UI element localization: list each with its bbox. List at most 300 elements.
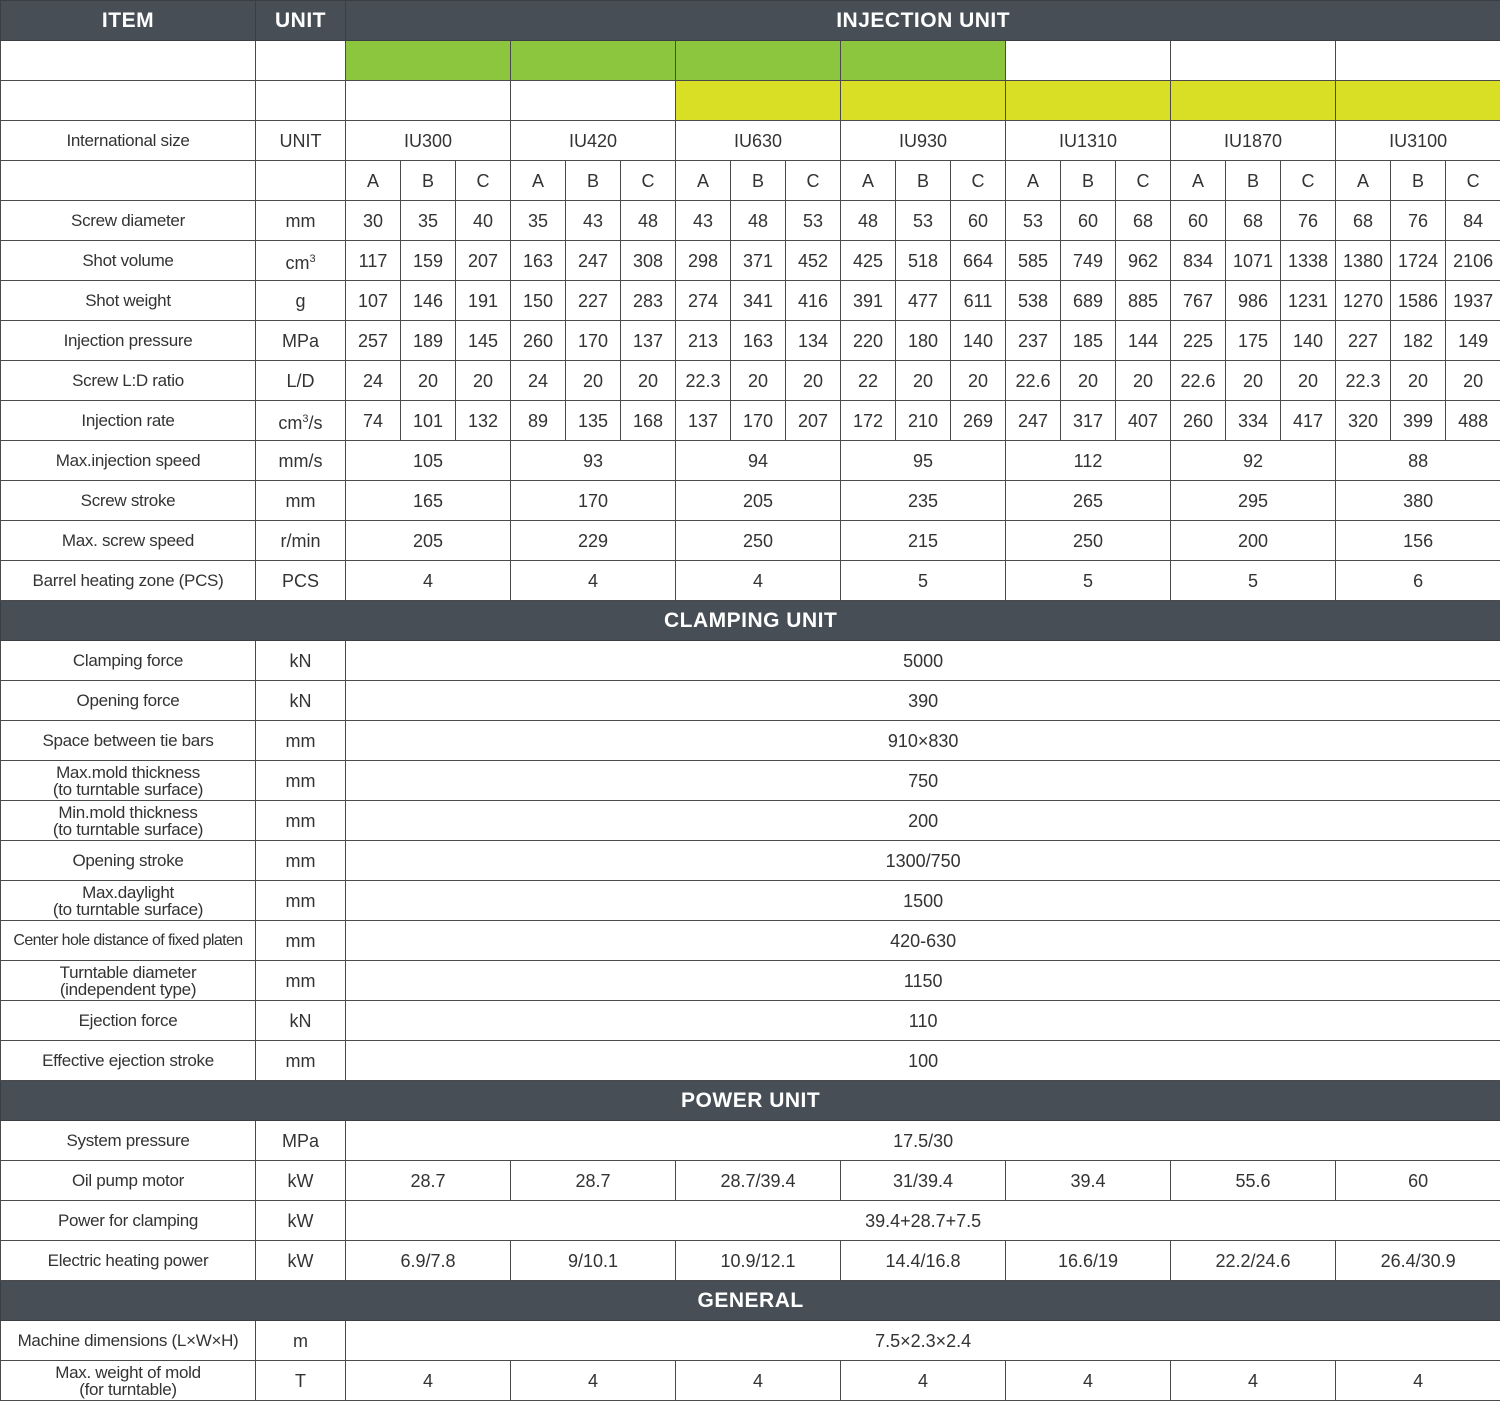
value-cell: 17.5/30 xyxy=(346,1121,1500,1161)
value-cell: 132 xyxy=(456,401,511,441)
value-cell: 159 xyxy=(401,241,456,281)
variant-label: B xyxy=(896,161,951,201)
value-cell: 48 xyxy=(731,201,786,241)
value-cell: 24 xyxy=(346,361,401,401)
value-cell: 22.2/24.6 xyxy=(1171,1241,1336,1281)
variant-label: B xyxy=(1226,161,1281,201)
item-header: ITEM xyxy=(1,1,256,41)
unit-cell xyxy=(256,1161,346,1201)
item-label-note: (to turntable surface) xyxy=(52,819,204,839)
value-cell: 35 xyxy=(511,201,566,241)
item-label xyxy=(1,481,256,521)
value-cell: 4 xyxy=(346,1361,511,1401)
value-cell: 101 xyxy=(401,401,456,441)
ld-ratio-row xyxy=(1,361,1500,401)
value-cell: 260 xyxy=(511,321,566,361)
item-label xyxy=(1,641,256,681)
value-cell: 48 xyxy=(621,201,676,241)
value-cell: 168 xyxy=(621,401,676,441)
item-label xyxy=(1,881,256,921)
value-cell: 334 xyxy=(1226,401,1281,441)
value-cell: 749 xyxy=(1061,241,1116,281)
max-injection-speed-row xyxy=(1,441,1500,481)
value-cell: 417 xyxy=(1281,401,1336,441)
value-cell: 205 xyxy=(676,481,841,521)
model-name: IU630 xyxy=(676,121,841,161)
value-cell: 210 xyxy=(896,401,951,441)
item-label xyxy=(1,921,256,961)
value-cell: 477 xyxy=(896,281,951,321)
value-cell: 538 xyxy=(1006,281,1061,321)
item-label xyxy=(1,561,256,601)
item-label xyxy=(1,961,256,1001)
unit-text: g xyxy=(295,290,306,311)
item-label-text: Max. weight of mold xyxy=(55,1362,201,1382)
value-cell: 4 xyxy=(511,1361,676,1401)
unit-cell xyxy=(256,441,346,481)
value-cell: 74 xyxy=(346,401,401,441)
value-cell: 341 xyxy=(731,281,786,321)
unit-cell xyxy=(256,521,346,561)
power-for-clamping-row xyxy=(1,1201,1500,1241)
value-cell: 20 xyxy=(1226,361,1281,401)
value-cell: 425 xyxy=(841,241,896,281)
item-label-text: Injection rate xyxy=(81,410,175,430)
unit-cell xyxy=(256,881,346,921)
value-cell: 207 xyxy=(786,401,841,441)
value-cell: 182 xyxy=(1391,321,1446,361)
spec-body xyxy=(1,1,1500,1401)
unit-cell xyxy=(256,841,346,881)
value-cell: 16.6/19 xyxy=(1006,1241,1171,1281)
variant-label: A xyxy=(1171,161,1226,201)
item-label-note: (independent type) xyxy=(59,979,197,999)
variant-row xyxy=(1,161,1500,201)
value-cell: 55.6 xyxy=(1171,1161,1336,1201)
item-label-text: Ejection force xyxy=(78,1010,178,1030)
item-label-text: Shot volume xyxy=(82,250,174,270)
unit-text: T xyxy=(295,1370,306,1391)
value-cell: 60 xyxy=(1061,201,1116,241)
unit-text: L/D xyxy=(286,370,315,391)
value-cell: 518 xyxy=(896,241,951,281)
unit-cell xyxy=(256,1201,346,1241)
value-cell: 229 xyxy=(511,521,676,561)
value-cell: 20 xyxy=(566,361,621,401)
unit-cell xyxy=(256,201,346,241)
value-cell: 260 xyxy=(1171,401,1226,441)
value-cell: 4 xyxy=(1336,1361,1500,1401)
unit-cell xyxy=(256,921,346,961)
value-cell: 257 xyxy=(346,321,401,361)
value-cell: 227 xyxy=(566,281,621,321)
item-label-text: Turntable diameter xyxy=(59,962,197,982)
variant-label: B xyxy=(1061,161,1116,201)
value-cell: 76 xyxy=(1281,201,1336,241)
value-cell: 2106 xyxy=(1446,241,1500,281)
value-cell: 165 xyxy=(346,481,511,521)
value-cell: 283 xyxy=(621,281,676,321)
item-label-text: Screw diameter xyxy=(71,210,185,230)
value-cell: 5 xyxy=(1171,561,1336,601)
model-name: IU420 xyxy=(511,121,676,161)
clamping-row xyxy=(1,921,1500,961)
unit-cell xyxy=(256,961,346,1001)
value-cell: 207 xyxy=(456,241,511,281)
unit-cell xyxy=(256,801,346,841)
value-cell: 834 xyxy=(1171,241,1226,281)
power-unit-header-title: POWER UNIT xyxy=(1,1081,1500,1121)
value-cell: 20 xyxy=(401,361,456,401)
value-cell: 247 xyxy=(1006,401,1061,441)
item-label: International size xyxy=(1,121,256,161)
value-cell: 156 xyxy=(1336,521,1500,561)
value-cell: 4 xyxy=(1171,1361,1336,1401)
clamping-row xyxy=(1,761,1500,801)
value-cell: 10.9/12.1 xyxy=(676,1241,841,1281)
value-cell: 274 xyxy=(676,281,731,321)
value-cell: 250 xyxy=(676,521,841,561)
item-label xyxy=(1,521,256,561)
value-cell: 68 xyxy=(1116,201,1171,241)
item-label-text: Clamping force xyxy=(72,650,184,670)
clamping-row xyxy=(1,841,1500,881)
unit-text: mm xyxy=(285,210,316,231)
value-cell: 95 xyxy=(841,441,1006,481)
value-cell: 1380 xyxy=(1336,241,1391,281)
unit-cell xyxy=(256,401,346,441)
item-label xyxy=(1,441,256,481)
value-cell: 92 xyxy=(1171,441,1336,481)
clamping-row xyxy=(1,681,1500,721)
value-cell: 39.4 xyxy=(1006,1161,1171,1201)
clamping-row xyxy=(1,961,1500,1001)
value-cell: 149 xyxy=(1446,321,1500,361)
general-header-title: GENERAL xyxy=(1,1281,1500,1321)
unit-cell xyxy=(256,1241,346,1281)
value-cell: 20 xyxy=(456,361,511,401)
value-cell: 962 xyxy=(1116,241,1171,281)
unit-text: kW xyxy=(287,1170,314,1191)
value-cell: 137 xyxy=(621,321,676,361)
item-label-text: Max.daylight xyxy=(82,882,174,902)
item-label-text: Injection pressure xyxy=(63,330,193,350)
value-cell: 215 xyxy=(841,521,1006,561)
value-cell: 265 xyxy=(1006,481,1171,521)
unit-text: mm xyxy=(285,850,316,871)
value-cell: 4 xyxy=(511,561,676,601)
color-band-row-2 xyxy=(1,81,1500,121)
unit-text: kN xyxy=(289,650,312,671)
value-cell: 35 xyxy=(401,201,456,241)
power-unit-header xyxy=(1,1081,1500,1121)
value-cell: 20 xyxy=(896,361,951,401)
value-cell: 117 xyxy=(346,241,401,281)
lime-band xyxy=(1171,81,1336,121)
value-cell: 910×830 xyxy=(346,721,1500,761)
value-cell: 4 xyxy=(841,1361,1006,1401)
value-cell: 320 xyxy=(1336,401,1391,441)
unit-suffix: /s xyxy=(308,412,323,433)
header-row xyxy=(1,1,1500,41)
value-cell: 7.5×2.3×2.4 xyxy=(346,1321,1500,1361)
screw-diameter-row xyxy=(1,201,1500,241)
variant-label: A xyxy=(676,161,731,201)
item-label-text: Barrel heating zone (PCS) xyxy=(32,570,224,590)
unit-text: MPa xyxy=(281,330,319,351)
item-label-text: Effective ejection stroke xyxy=(42,1050,214,1070)
value-cell: 28.7 xyxy=(511,1161,676,1201)
value-cell: 144 xyxy=(1116,321,1171,361)
item-label xyxy=(1,1041,256,1081)
value-cell: 205 xyxy=(346,521,511,561)
value-cell: 295 xyxy=(1171,481,1336,521)
variant-label: A xyxy=(1336,161,1391,201)
clamping-unit-header-title: CLAMPING UNIT xyxy=(1,601,1500,641)
item-label xyxy=(1,241,256,281)
value-cell: 140 xyxy=(951,321,1006,361)
value-cell: 163 xyxy=(731,321,786,361)
value-cell: 150 xyxy=(511,281,566,321)
value-cell: 94 xyxy=(676,441,841,481)
value-cell: 22.6 xyxy=(1171,361,1226,401)
value-cell: 9/10.1 xyxy=(511,1241,676,1281)
value-cell: 213 xyxy=(676,321,731,361)
value-cell: 220 xyxy=(841,321,896,361)
item-label-text: Power for clamping xyxy=(57,1210,199,1230)
item-label xyxy=(1,201,256,241)
item-label xyxy=(1,841,256,881)
unit-text: mm xyxy=(285,1050,316,1071)
clamping-row xyxy=(1,721,1500,761)
value-cell: 4 xyxy=(346,561,511,601)
item-label xyxy=(1,721,256,761)
value-cell: 105 xyxy=(346,441,511,481)
unit-cell xyxy=(256,1361,346,1401)
value-cell: 585 xyxy=(1006,241,1061,281)
value-cell: 134 xyxy=(786,321,841,361)
unit-text: mm xyxy=(285,810,316,831)
value-cell: 22.6 xyxy=(1006,361,1061,401)
unit-cell: UNIT xyxy=(256,121,346,161)
value-cell: 40 xyxy=(456,201,511,241)
item-label-text: Oil pump motor xyxy=(71,1170,184,1190)
value-cell: 22.3 xyxy=(1336,361,1391,401)
item-label-text: Opening force xyxy=(76,690,180,710)
value-cell: 43 xyxy=(676,201,731,241)
variant-label: C xyxy=(951,161,1006,201)
unit-cell xyxy=(256,721,346,761)
item-label xyxy=(1,321,256,361)
value-cell: 885 xyxy=(1116,281,1171,321)
value-cell: 317 xyxy=(1061,401,1116,441)
variant-label: C xyxy=(1116,161,1171,201)
unit-cell xyxy=(256,361,346,401)
variant-label: A xyxy=(511,161,566,201)
item-label-text: Screw L:D ratio xyxy=(72,370,184,390)
unit-text: cm xyxy=(285,252,310,273)
item-label xyxy=(1,1121,256,1161)
value-cell: 200 xyxy=(1171,521,1336,561)
item-label xyxy=(1,1001,256,1041)
value-cell: 20 xyxy=(731,361,786,401)
item-label xyxy=(1,1241,256,1281)
unit-superscript: 3 xyxy=(309,252,316,265)
value-cell: 1724 xyxy=(1391,241,1446,281)
item-label-text: System pressure xyxy=(66,1130,190,1150)
unit-superscript: 3 xyxy=(302,412,309,425)
value-cell: 163 xyxy=(511,241,566,281)
variant-label: A xyxy=(1006,161,1061,201)
value-cell: 31/39.4 xyxy=(841,1161,1006,1201)
unit-cell xyxy=(256,1121,346,1161)
value-cell: 200 xyxy=(346,801,1500,841)
value-cell: 4 xyxy=(676,1361,841,1401)
unit-cell xyxy=(256,321,346,361)
unit-cell xyxy=(256,1001,346,1041)
value-cell: 110 xyxy=(346,1001,1500,1041)
value-cell: 1338 xyxy=(1281,241,1336,281)
item-label-text: Opening stroke xyxy=(72,850,184,870)
value-cell: 1300/750 xyxy=(346,841,1500,881)
unit-cell xyxy=(256,1321,346,1361)
item-label xyxy=(1,681,256,721)
unit-text: mm xyxy=(285,930,316,951)
item-label-text: Min.mold thickness xyxy=(58,802,198,822)
injection-pressure-row xyxy=(1,321,1500,361)
unit-text: r/min xyxy=(280,530,321,551)
variant-label: C xyxy=(1446,161,1500,201)
value-cell: 420-630 xyxy=(346,921,1500,961)
value-cell: 237 xyxy=(1006,321,1061,361)
value-cell: 986 xyxy=(1226,281,1281,321)
variant-label: C xyxy=(1281,161,1336,201)
lime-band xyxy=(1336,81,1500,121)
item-label xyxy=(1,361,256,401)
green-band xyxy=(841,41,1006,81)
variant-label: C xyxy=(456,161,511,201)
value-cell: 20 xyxy=(786,361,841,401)
max-screw-speed-row xyxy=(1,521,1500,561)
value-cell: 88 xyxy=(1336,441,1500,481)
clamping-row xyxy=(1,801,1500,841)
value-cell: 488 xyxy=(1446,401,1500,441)
variant-label: B xyxy=(566,161,621,201)
value-cell: 4 xyxy=(1006,1361,1171,1401)
value-cell: 180 xyxy=(896,321,951,361)
model-name: IU3100 xyxy=(1336,121,1500,161)
variant-label: A xyxy=(841,161,896,201)
value-cell: 20 xyxy=(621,361,676,401)
clamping-row xyxy=(1,641,1500,681)
variant-label: B xyxy=(1391,161,1446,201)
variant-label: C xyxy=(621,161,676,201)
value-cell: 308 xyxy=(621,241,676,281)
clamping-row xyxy=(1,1041,1500,1081)
value-cell: 14.4/16.8 xyxy=(841,1241,1006,1281)
value-cell: 170 xyxy=(511,481,676,521)
machine-dimensions-row xyxy=(1,1321,1500,1361)
clamping-row xyxy=(1,881,1500,921)
value-cell: 175 xyxy=(1226,321,1281,361)
value-cell: 1071 xyxy=(1226,241,1281,281)
value-cell: 390 xyxy=(346,681,1500,721)
variant-label: A xyxy=(346,161,401,201)
value-cell: 416 xyxy=(786,281,841,321)
value-cell: 1500 xyxy=(346,881,1500,921)
value-cell: 22 xyxy=(841,361,896,401)
injection-rate-row xyxy=(1,401,1500,441)
value-cell: 1937 xyxy=(1446,281,1500,321)
value-cell: 24 xyxy=(511,361,566,401)
value-cell: 189 xyxy=(401,321,456,361)
item-label-text: Space between tie bars xyxy=(42,730,214,750)
value-cell: 60 xyxy=(951,201,1006,241)
value-cell: 172 xyxy=(841,401,896,441)
model-name: IU1870 xyxy=(1171,121,1336,161)
item-label-text: Center hole distance of fixed platen xyxy=(13,931,243,949)
item-label-note: (to turntable surface) xyxy=(52,899,204,919)
value-cell: 20 xyxy=(1061,361,1116,401)
value-cell: 20 xyxy=(1391,361,1446,401)
value-cell: 689 xyxy=(1061,281,1116,321)
value-cell: 145 xyxy=(456,321,511,361)
unit-text: kN xyxy=(289,690,312,711)
unit-text: mm xyxy=(285,970,316,991)
unit-text: m xyxy=(293,1330,308,1351)
lime-band xyxy=(841,81,1006,121)
item-label xyxy=(1,801,256,841)
value-cell: 48 xyxy=(841,201,896,241)
value-cell: 76 xyxy=(1391,201,1446,241)
screw-stroke-row xyxy=(1,481,1500,521)
green-band xyxy=(346,41,511,81)
value-cell: 43 xyxy=(566,201,621,241)
unit-text: cm xyxy=(278,412,303,433)
value-cell: 20 xyxy=(1116,361,1171,401)
item-label xyxy=(1,1161,256,1201)
value-cell: 53 xyxy=(1006,201,1061,241)
unit-cell xyxy=(256,761,346,801)
item-label-text: Electric heating power xyxy=(47,1250,209,1270)
model-name: IU930 xyxy=(841,121,1006,161)
item-label xyxy=(1,1321,256,1361)
value-cell: 60 xyxy=(1171,201,1226,241)
item-label-note: (to turntable surface) xyxy=(52,779,204,799)
value-cell: 28.7 xyxy=(346,1161,511,1201)
value-cell: 452 xyxy=(786,241,841,281)
value-cell: 380 xyxy=(1336,481,1500,521)
value-cell: 269 xyxy=(951,401,1006,441)
unit-cell xyxy=(256,481,346,521)
value-cell: 20 xyxy=(951,361,1006,401)
value-cell: 185 xyxy=(1061,321,1116,361)
item-label-text: Shot weight xyxy=(85,290,171,310)
unit-text: kN xyxy=(289,1010,312,1031)
value-cell: 137 xyxy=(676,401,731,441)
model-name: IU300 xyxy=(346,121,511,161)
value-cell: 26.4/30.9 xyxy=(1336,1241,1500,1281)
unit-cell xyxy=(256,681,346,721)
value-cell: 5 xyxy=(841,561,1006,601)
value-cell: 247 xyxy=(566,241,621,281)
value-cell: 53 xyxy=(896,201,951,241)
system-pressure-row xyxy=(1,1121,1500,1161)
value-cell: 53 xyxy=(786,201,841,241)
item-label xyxy=(1,1361,256,1401)
value-cell: 298 xyxy=(676,241,731,281)
value-cell: 140 xyxy=(1281,321,1336,361)
